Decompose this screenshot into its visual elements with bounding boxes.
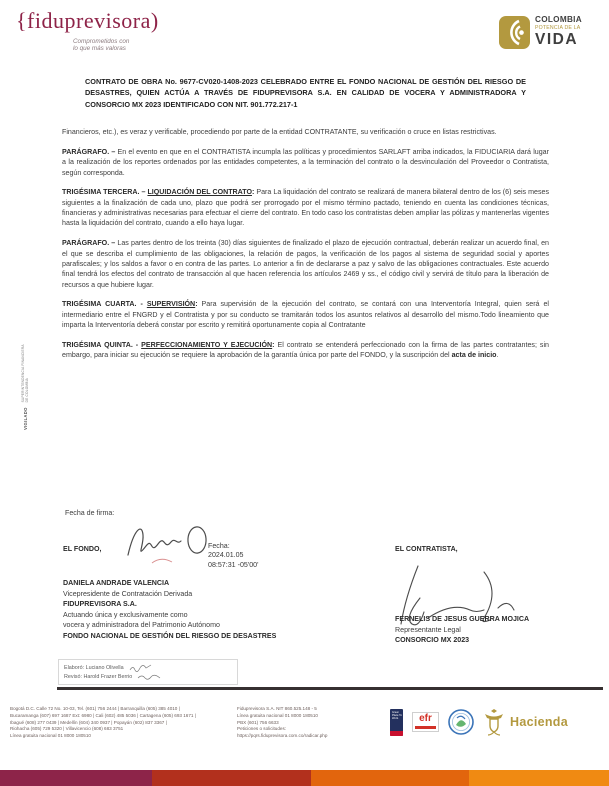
hacienda-crest-icon — [483, 706, 505, 738]
fondo-desc1: Actuando única y exclusivamente como — [63, 610, 188, 619]
fondo-signer-name: DANIELA ANDRADE VALENCIA — [63, 579, 170, 587]
fondo-details — [63, 578, 276, 642]
great-place-to-work-badge-icon: Great Place To Work. — [390, 709, 403, 736]
contratista-signer-name: FERNELIS DE JESUS GUERRA MOJICA — [395, 615, 530, 623]
fondo-signature — [122, 515, 212, 567]
reviso-initials-signature — [136, 673, 162, 681]
bottom-color-bar — [0, 770, 609, 786]
tagline-line2: lo que más valoras — [73, 45, 126, 53]
contratista-details — [395, 614, 529, 646]
contratista-company: CONSORCIO MX 2023 — [395, 636, 470, 645]
footer-office-line: Riohacha (605) 729 5320 | Villavicencio (608) 683 3751 — [10, 726, 124, 732]
fondo-fund-name: FONDO NACIONAL DE GESTIÓN DEL RIESGO DE DESASTRES — [63, 631, 277, 640]
footer-separator — [57, 687, 603, 690]
hacienda-logo — [483, 706, 568, 738]
brand-tagline — [73, 38, 129, 53]
footer-peticiones-label: Peticiones o solicitudes: — [237, 726, 287, 732]
tagline-line1: Comprometidos con — [73, 38, 130, 45]
colombia-word: COLOMBIA — [535, 15, 582, 24]
contract-title: CONTRATO DE OBRA No. 9677-CV020-1408-2023 CELEBRADO ENTRE EL FONDO NACIONAL DE GESTIÓN DEL RIESGO DE DESASTRES, QUIEN ACTÚA A TRAVÉS DE FIDUPREVISORA S.A. EN CALIDAD DE VOCERA Y ADMINISTRADORA Y CONSORCIO MX 2023 IDENTIFICADO CON NIT. 901.772.217-1 — [85, 77, 526, 109]
footer-offices — [10, 706, 226, 740]
contract-body — [62, 127, 549, 370]
colombia-gov-logo — [499, 16, 582, 49]
reviso-label: Revisó: Harold Frazer Berrio — [64, 673, 133, 680]
fondo-company: FIDUPREVISORA S.A. — [63, 600, 137, 609]
footer-pbx-line: PBX (601) 756 6633 — [237, 719, 279, 725]
colombia-logo-text — [535, 16, 582, 49]
bar-segment — [311, 770, 469, 786]
footer-url: https://pqrs.fiduprevisora.com.co/radicar.php — [237, 733, 328, 739]
footer-office-line: Bogotá D.C. Calle 72 No. 10-03, Tel. (601) 756 2444 | Barranquilla (605) 385 4010 | — [10, 706, 180, 711]
contratista-role: Representante Legal — [395, 625, 461, 634]
paragraph-paragrafo-2: PARÁGRAFO. – Las partes dentro de los treinta (30) días siguientes de finalizado el plazo de ejecución contractual, deberán realizar un acuerdo final, en el que se describa el cumplimiento de las obligaciones, la relación de pagos, la verificación de los pagos al sistema de seguridad social y aportes parafiscales; y los saldos a favor o en contra de las partes. Lo anterior a fin de declararse a paz y salvo de las obligaciones contractuales. Este acuerdo final tendrá los efectos del contrato de transacción al que hacen referencia los artículos 2469 y ss., el código civil y servirá de título para la liberación de recursos a que hubiere lugar. — [62, 239, 549, 289]
fondo-signer-role: Vicepresidente de Contratación Derivada — [63, 589, 193, 598]
superintendencia-text: SUPERINTENDENCIA FINANCIERA DE COLOMBIA — [21, 344, 29, 403]
fondo-desc2: vocera y administradora del Patrimonio Autónomo — [63, 621, 220, 630]
contratista-heading: EL CONTRATISTA, — [395, 545, 458, 553]
certification-seal-icon — [448, 709, 474, 735]
footer-office-line: Línea gratuita nacional 01 8000 180510 — [10, 733, 91, 739]
signing-date-label: Fecha de firma: — [65, 509, 115, 517]
elaboro-label: Elaboró: Luciano Olivella — [64, 665, 124, 671]
footer-nit-line: Fiduprevisora S.A. NIT 860.525.148 - 5 — [237, 706, 317, 711]
efr-logo-icon: efr — [412, 712, 439, 732]
footer-office-line: Bucaramanga (607) 697 1687 Ext: 6980 | Cali (602) 485 5036 | Cartagena (605) 693 1671 | — [10, 712, 196, 718]
clause-trigesima-quinta: TRIGÉSIMA QUINTA. - PERFECCIONAMIENTO Y EJECUCIÓN: El contrato se entenderá perfeccionado con la firma de las partes contratantes; sin embargo, para iniciar su ejecución se requiere la aprobación de la garantía única por parte del FONDO, y la suscripción del acta de inicio. — [62, 341, 549, 360]
paragraph-intro: Financieros, etc.), es veraz y verificable, procediendo por parte de la entidad CONTRATANTE, su verificación o cruce en listas restrictivas. — [62, 128, 497, 136]
stamp-time: 08:57:31 -05'00' — [208, 560, 259, 569]
hacienda-wordmark: Hacienda — [510, 715, 568, 729]
clause-trigesima-tercera: TRIGÉSIMA TERCERA. – LIQUIDACIÓN DEL CONTRATO: Para La liquidación del contrato se realizará de manera bilateral dentro de los (6) seis meses siguientes a la finalización de cada uno, plazo que podrá ser prorrogado por el mismo término pactado, teniendo en cuenta las condiciones técnicas, financieras y administrativas necesarias para efectuar el cierre del contrato. En todo caso los contratistas deben ampliar las pólizas y mantenerlas vigentes hasta la liquidación del contrato, cuando a ello haya lugar. — [62, 188, 550, 228]
footer-hotline-line: Línea gratuita nacional 01 8000 180510 — [237, 712, 318, 718]
clause-trigesima-cuarta: TRIGÉSIMA CUARTA. - SUPERVISIÓN: Para supervisión de la ejecución del contrato, se contará con una Interventoría Integral, quien será el intermediario entre el FNGRD y el Contratista y por su conducto se tramitarán todos los asuntos relativos al desarrollo del mismo.Todo lineamiento que imparta la Interventoría deberá constar por escrito y remitirá oportunamente copia al Contratante — [62, 300, 549, 330]
stamp-label: Fecha: — [208, 542, 230, 550]
elaboro-initials-signature — [128, 664, 154, 672]
footer-logos — [390, 706, 568, 738]
bar-segment — [152, 770, 311, 786]
bar-segment — [469, 770, 609, 786]
paragraph-paragrafo-1: PARÁGRAFO. – En el evento en que en el CONTRATISTA incumpla las políticas y procedimientos SARLAFT arriba indicados, la FIDUCIARIA dará lugar a la realización de los reportes ordenados por las entidades competentes, a la terminación del contrato o la desvinculación del Proveedor o Contratista, según corresponda. — [62, 147, 549, 177]
vida-word: VIDA — [535, 30, 579, 48]
potencia-word: POTENCIA DE LA — [535, 24, 581, 31]
fondo-heading: EL FONDO, — [63, 545, 102, 553]
digital-signature-stamp — [208, 542, 258, 570]
footer-company-info — [237, 706, 387, 740]
footer-office-line: Ibagué (608) 277 0439 | Medellín (604) 340 0937 | Popayán (602) 837 3367 | — [10, 719, 167, 725]
prepared-box — [58, 659, 238, 685]
signature-section — [62, 505, 549, 655]
vigilado-watermark — [21, 335, 29, 430]
colombia-vida-icon — [499, 16, 530, 49]
fiduprevisora-logo: {fiduprevisora) — [16, 8, 159, 33]
stamp-date: 2024.01.05 — [208, 551, 244, 560]
vigilado-badge: VIGILADO — [22, 407, 28, 430]
bar-segment — [0, 770, 152, 786]
